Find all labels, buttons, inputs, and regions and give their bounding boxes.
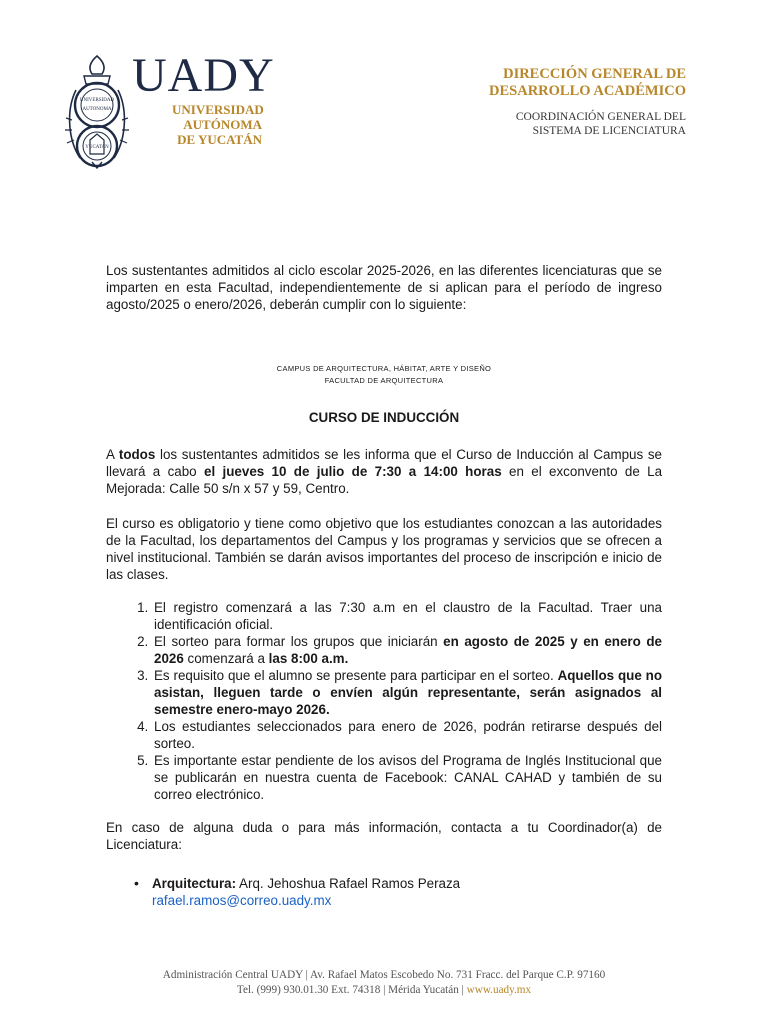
uady-logo (62, 49, 275, 170)
seal-text-2: AUTONOMA (82, 107, 112, 112)
university-name-line-3: DE YUCATÁN (177, 132, 262, 147)
department-line-1: DIRECCIÓN GENERAL DE (503, 66, 686, 82)
list-item-3-emphasis: Aquellos que no asistan, lleguen tarde o envíen algún representante, serán asignados al semestre enero-mayo 2026. (154, 668, 662, 717)
list-item-3-text: Es requisito que el alumno se presente para participar en el sorteo. (154, 668, 558, 683)
list-item-2-emphasis-1: en agosto de 2025 y en enero de 2026 (154, 634, 662, 666)
seal-text-3: YUCATAN (85, 145, 109, 150)
contact-label: Arquitectura: (152, 876, 237, 891)
announcement-text-1: A (106, 447, 119, 462)
university-name (172, 102, 262, 147)
footer-website-link[interactable]: www.uady.mx (466, 984, 532, 996)
contact-intro: En caso de alguna duda o para más información, contacta a tu Coordinador(a) de Licenciatura: (106, 820, 662, 852)
contact-list (106, 875, 662, 909)
announcement-text-3: en el exconvento de La Mejorada: Calle 50 s/n x 57 y 59, Centro. (106, 464, 663, 496)
footer-phone: Tel. (999) 930.01.30 Ext. 74318 | Mérida Yucatán | (236, 984, 467, 996)
page-footer (0, 968, 768, 998)
intro-paragraph: Los sustentantes admitidos al ciclo escolar 2025-2026, en las diferentes licenciaturas que se imparten en esta Facultad, independientemente de si aplican para el período de ingreso agosto/2025 o enero/2026, deberán cumplir con lo siguiente: (106, 263, 662, 312)
list-item (152, 718, 662, 752)
announcement-paragraph (106, 446, 662, 497)
subdepartment-line-2: SISTEMA DE LICENCIATURA (532, 125, 686, 137)
announcement-emphasis-todos: todos (118, 447, 156, 462)
objective-paragraph: El curso es obligatorio y tiene como objetivo que los estudiantes conozcan a las autoridades de la Facultad, los departamentos del Campus y los programas y servicios que se ofrecen a nivel institucional. También se darán avisos importantes del proceso de inscripción e inicio de las clases. (106, 516, 662, 582)
subdepartment-line-1: COORDINACIÓN GENERAL DEL (515, 111, 686, 123)
list-item-4-text: Los estudiantes seleccionados para enero de 2026, podrán retirarse después del sorteo. (154, 719, 662, 751)
faculty-name: FACULTAD DE ARQUITECTURA (324, 376, 444, 385)
list-item (152, 633, 662, 667)
university-seal-icon (62, 50, 132, 170)
department-heading (489, 66, 686, 138)
list-item (152, 752, 662, 803)
contact-name: Arq. Jehoshua Rafael Ramos Peraza (236, 876, 461, 891)
list-item-1-text: El registro comenzará a las 7:30 a.m en el claustro de la Facultad. Traer una identificación oficial. (154, 600, 662, 632)
list-item-5-text: Es importante estar pendiente de los avisos del Programa de Inglés Institucional que se publicarán en nuestra cuenta de Facebook: CANAL CAHAD y también de su correo electrónico. (154, 753, 662, 802)
campus-heading (106, 363, 662, 387)
department-line-2: DESARROLLO ACADÉMICO (489, 83, 686, 99)
footer-contact-line (0, 983, 768, 998)
seal-text-1: UNIVERSIDAD (79, 98, 115, 103)
document-title: CURSO DE INDUCCIÓN (308, 410, 460, 425)
requirements-list (106, 599, 662, 803)
announcement-text-2: los sustentantes admitidos se les informa que el Curso de Inducción al Campus se llevará a cabo (106, 447, 662, 479)
announcement-emphasis-date: el jueves 10 de julio de 7:30 a 14:00 horas (204, 464, 502, 479)
document-body (106, 262, 662, 909)
campus-name: CAMPUS DE ARQUITECTURA, HÁBITAT, ARTE Y DISEÑO (276, 364, 492, 373)
university-name-line-1: UNIVERSIDAD (172, 102, 264, 117)
list-item-2-text-2: comenzará a (183, 651, 269, 666)
university-name-line-2: AUTÓNOMA (183, 117, 262, 132)
contact-item (152, 875, 662, 909)
list-item-2-emphasis-2: las 8:00 a.m. (268, 651, 349, 666)
list-item-2-text-1: El sorteo para formar los grupos que iniciarán (154, 634, 444, 649)
contact-email-link[interactable]: rafael.ramos@correo.uady.mx (152, 893, 332, 908)
list-item (152, 599, 662, 633)
brand-wordmark: UADY (132, 49, 275, 102)
footer-address: Administración Central UADY | Av. Rafael Matos Escobedo No. 731 Fracc. del Parque C.P. 97160 (162, 969, 606, 981)
list-item (152, 667, 662, 718)
